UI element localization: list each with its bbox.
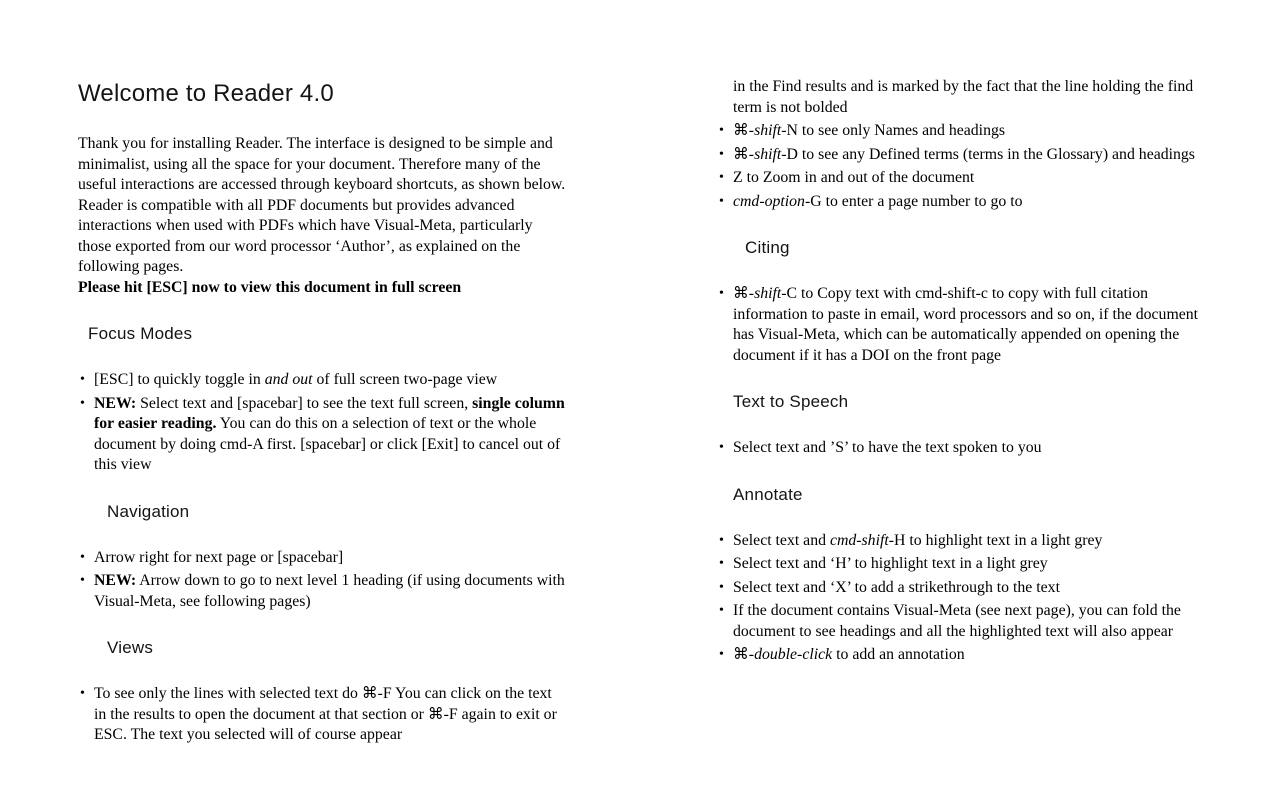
bullet-item	[717, 284, 1204, 366]
bullet-list	[78, 684, 567, 746]
text-run: and out	[264, 371, 313, 388]
bullet-item	[717, 601, 1204, 642]
text-run: -G to enter a page number to go to	[804, 192, 1023, 210]
text-run: NEW:	[94, 572, 137, 589]
bullet-list	[78, 548, 567, 613]
text-run: Z to Zoom in and out of the document	[733, 169, 975, 186]
bullet-item	[717, 192, 1204, 213]
document-section	[717, 484, 1204, 666]
document-title: Welcome to Reader 4.0	[78, 80, 334, 107]
bullet-item	[717, 645, 1204, 666]
text-run: shift	[754, 285, 782, 302]
text-run: Select text and ‘X’ to add a strikethrough to the text	[733, 578, 1060, 596]
document-section	[717, 391, 1204, 459]
text-run: [ESC] to quickly toggle in	[94, 371, 265, 388]
text-run: ⌘-	[733, 145, 755, 163]
text-run: If the document contains Visual-Meta (see next page), you can fold the document to see headings and all the highlighted text will also appear	[733, 602, 1181, 640]
bullet-item	[78, 394, 567, 476]
text-run: cmd-option	[733, 192, 805, 210]
text-run: To see only the lines with selected text do ⌘-F You can click on the text in the results to open the document at that section or ⌘-F again to exit or ESC. The text you selected will of course appear	[94, 685, 557, 743]
bullet-item	[78, 571, 567, 612]
text-run: of full screen two-page view	[312, 371, 498, 388]
bullet-item	[78, 684, 567, 746]
bullet-item	[78, 370, 567, 391]
bullet-item	[78, 548, 567, 569]
bullet-list	[717, 77, 1204, 212]
document-section	[717, 237, 1204, 366]
page-left-sections	[78, 323, 567, 746]
bullet-list	[78, 370, 567, 476]
document-section	[78, 501, 567, 613]
text-run: shift	[754, 122, 782, 139]
text-run: Select text and	[733, 531, 830, 549]
text-run: Select text and ‘H’ to highlight text in a light grey	[733, 555, 1048, 572]
bullet-list	[717, 531, 1204, 666]
text-run: -H to highlight text in a light grey	[888, 531, 1103, 549]
text-run: to add an annotation	[832, 646, 965, 663]
text-run: Arrow right for next page or [spacebar]	[94, 548, 344, 566]
document-section	[717, 77, 1204, 212]
bullet-item	[717, 578, 1204, 599]
intro-paragraph	[78, 134, 567, 298]
bullet-item	[717, 168, 1204, 189]
text-run: ⌘-	[733, 285, 755, 302]
text-run: Select text and ’S’ to have the text spoken to you	[733, 439, 1042, 456]
text-run: NEW:	[94, 394, 137, 412]
page-right-sections	[717, 77, 1204, 666]
text-run: You can do this on a selection of text or the whole document by doing cmd-A first. [spacebar] or click [Exit] to cancel out of this view	[94, 415, 561, 473]
section-heading: Focus Modes	[88, 324, 193, 343]
bullet-list	[717, 438, 1204, 459]
section-heading: Views	[107, 638, 154, 657]
text-run: shift	[754, 145, 782, 163]
section-heading: Navigation	[107, 501, 190, 521]
bullet-item	[717, 554, 1204, 575]
text-run: ⌘-	[733, 646, 755, 663]
section-heading: Text to Speech	[733, 392, 849, 411]
text-run: -C to Copy text with cmd-shift-c to copy with full citation information to paste in email, word processors and so on, if the document has Visual-Meta, which can be automatically appended on opening the document if it has a DOI on the front page	[733, 285, 1199, 364]
document-section	[78, 323, 567, 476]
bullet-list	[717, 284, 1204, 366]
section-heading: Annotate	[733, 484, 803, 504]
text-run: cmd-shift	[829, 531, 889, 549]
text-run: -N to see only Names and headings	[781, 122, 1006, 139]
document-section	[78, 637, 567, 746]
text-run: -D to see any Defined terms (terms in the Glossary) and headings	[781, 145, 1195, 163]
text-run: double-click	[754, 646, 833, 663]
continuation-line	[717, 77, 1204, 118]
text-run: Thank you for installing Reader. The interface is designed to be simple and minimalist, using all the space for your document. Therefore many of the useful interactions are accessed through keyboard shortcuts, as shown below. Reader is compatible with all PDF documents but provides advanced interactions when used with PDFs which have Visual-Meta, particularly those exported from our word processor ‘Author’, as explained on the following pages.	[78, 135, 566, 275]
text-run: Select text and [spacebar] to see the text full screen,	[136, 394, 473, 412]
text-run: single column for easier reading.	[94, 394, 565, 432]
text-run: Please hit [ESC] now to view this document in full screen	[78, 278, 462, 296]
text-run: in the Find results and is marked by the fact that the line holding the find term is not bolded	[733, 78, 1194, 116]
page-right[interactable]	[643, 0, 1286, 804]
section-heading: Citing	[745, 238, 790, 257]
bullet-item	[717, 145, 1204, 166]
text-run: ⌘-	[733, 122, 755, 139]
bullet-item	[717, 121, 1204, 142]
text-run: Arrow down to go to next level 1 heading (if using documents with Visual-Meta, see following pages)	[94, 572, 565, 610]
bullet-item	[717, 531, 1204, 552]
bullet-item	[717, 438, 1204, 459]
